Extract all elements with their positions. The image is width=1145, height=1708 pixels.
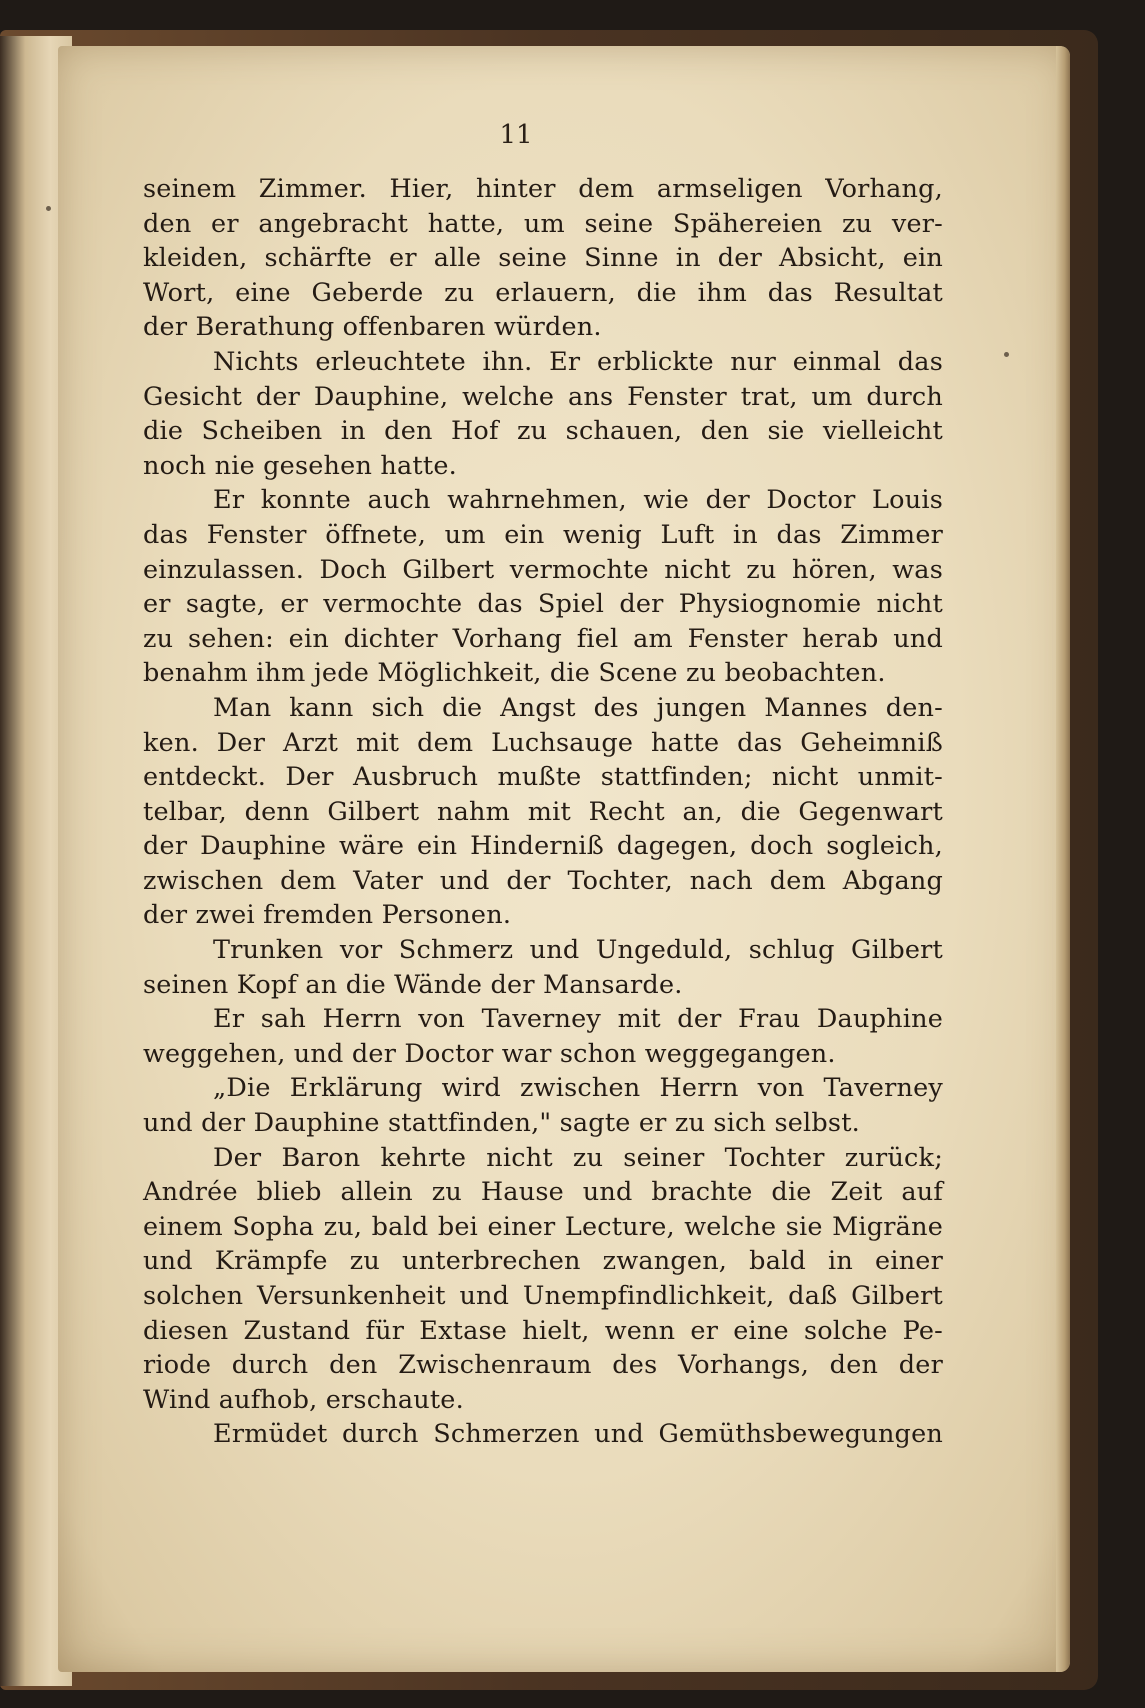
text-line: der Berathung offenbaren würden. (143, 312, 602, 343)
text-line: und Krämpfe zu unterbrechen zwangen, bald in einer (143, 1246, 943, 1277)
body-text (143, 172, 943, 1452)
paper-speck (1004, 352, 1009, 357)
text-line: ken. Der Arzt mit dem Luchsauge hatte das Geheimniß (143, 727, 943, 758)
text-line: Nichts erleuchtete ihn. Er erblickte nur einmal das (213, 346, 943, 377)
text-line: kleiden, schärfte er alle seine Sinne in der Absicht, ein (143, 243, 943, 274)
page-number: 11 (499, 120, 533, 150)
text-line: Wort, eine Geberde zu erlauern, die ihm das Resultat (143, 277, 943, 308)
text-line: er sagte, er vermochte das Spiel der Physiognomie nicht (143, 589, 943, 620)
text-line: „Die Erklärung wird zwischen Herrn von Taverney (213, 1073, 943, 1104)
text-line: seinen Kopf an die Wände der Mansarde. (143, 969, 683, 1000)
text-line: Trunken vor Schmerz und Ungeduld, schlug Gilbert (213, 935, 943, 966)
text-line: seinem Zimmer. Hier, hinter dem armseligen Vorhang, (143, 174, 943, 204)
text-line: und der Dauphine stattfinden," sagte er zu sich selbst. (143, 1108, 860, 1139)
text-line: Gesicht der Dauphine, welche ans Fenster trat, um durch (143, 381, 943, 412)
text-line: Der Baron kehrte nicht zu seiner Tochter zurück; (213, 1142, 943, 1173)
text-line: zwischen dem Vater und der Tochter, nach dem Abgang (143, 865, 943, 896)
paper-speck (46, 206, 51, 211)
text-line: benahm ihm jede Möglichkeit, die Scene zu beobachten. (143, 658, 886, 689)
text-line: Er konnte auch wahrnehmen, wie der Doctor Louis (213, 485, 943, 516)
text-line: zu sehen: ein dichter Vorhang fiel am Fenster herab und (143, 623, 943, 654)
page-edge (1056, 46, 1070, 1672)
text-line: riode durch den Zwischenraum des Vorhangs, den der (143, 1350, 943, 1381)
text-line: Wind aufhob, erschaute. (143, 1384, 464, 1415)
text-line: Man kann sich die Angst des jungen Mannes den- (213, 692, 943, 723)
text-line: der Dauphine wäre ein Hinderniß dagegen, doch sogleich, (143, 831, 943, 862)
text-line: weggehen, und der Doctor war schon weggegangen. (143, 1038, 836, 1069)
text-line: das Fenster öffnete, um ein wenig Luft in das Zimmer (143, 519, 943, 550)
text-line: Andrée blieb allein zu Hause und brachte die Zeit auf (143, 1177, 943, 1208)
text-line: diesen Zustand für Extase hielt, wenn er eine solche Pe- (143, 1315, 943, 1346)
text-line: entdeckt. Der Ausbruch mußte stattfinden; nicht unmit- (143, 762, 943, 793)
text-line: der zwei fremden Personen. (143, 900, 512, 931)
text-line: die Scheiben in den Hof zu schauen, den sie vielleicht (143, 416, 943, 447)
text-line: telbar, denn Gilbert nahm mit Recht an, die Gegenwart (143, 796, 943, 827)
text-line: den er angebracht hatte, um seine Spähereien zu ver- (143, 208, 943, 239)
text-line: noch nie gesehen hatte. (143, 450, 457, 481)
text-line: Ermüdet durch Schmerzen und Gemüthsbewegungen (213, 1419, 943, 1450)
text-line: einzulassen. Doch Gilbert vermochte nicht zu hören, was (143, 554, 943, 585)
text-line: einem Sopha zu, bald bei einer Lecture, welche sie Migräne (143, 1211, 943, 1242)
text-line: Er sah Herrn von Taverney mit der Frau Dauphine (213, 1004, 943, 1035)
text-line: solchen Versunkenheit und Unempfindlichkeit, daß Gilbert (143, 1281, 943, 1311)
